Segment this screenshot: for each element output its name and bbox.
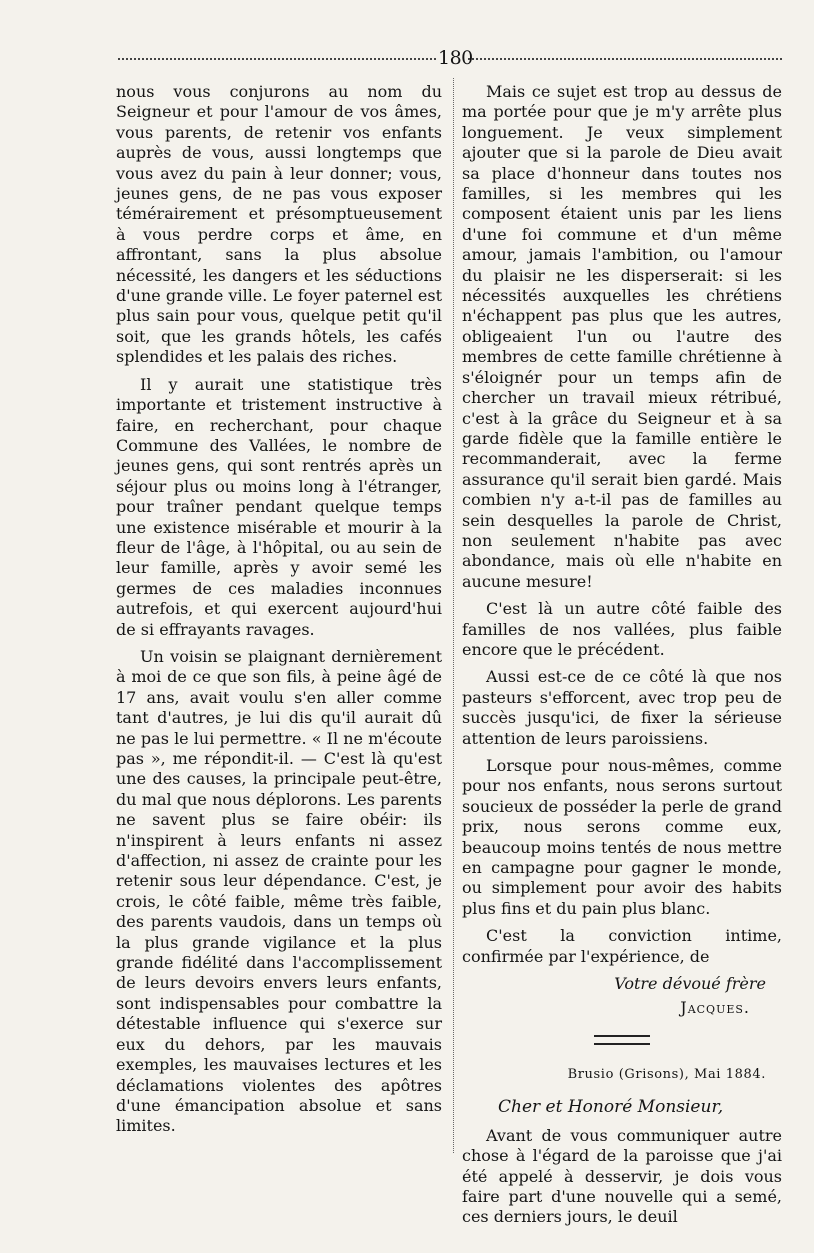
left-column [116,82,442,1144]
letter-signoff: Votre dévoué frère [614,974,766,994]
paragraph: nous vous conjurons au nom du Seigneur et pour l'amour de vos âmes, vous parents, de retenir vos enfants auprès de vous, aussi longtemps que vous avez du pain à leur donner; vous, jeunes gens, de ne pas vous exposer témérairement et présomptueusement à vous perdre corps et âme, en affrontant, sans la plus absolue nécessité, les dangers et les séductions d'une grande ville. Le foyer paternel est plus sain pour vous, quelque petit qu'il soit, que les grands hôtels, les cafés splendides et les palais des riches. [116,82,442,367]
paragraph: C'est la conviction intime, confirmée par l'expérience, de [462,926,782,966]
paragraph: Un voisin se plaignant dernièrement à moi de ce que son fils, à peine âgé de 17 ans, avait voulu s'en aller comme tant d'autres, je lui dis qu'il aurait dû ne pas le lui permettre. « Il ne m'écoute pas », me répondit-il. — C'est là qu'est une des causes, la principale peut-être, du mal que nous déplorons. Les parents ne savent plus se faire obéir: ils n'inspirent à leurs enfants ni assez d'affection, ni assez de crainte pour les retenir sous leur dépendance. C'est, je crois, le côté faible, même très faible, des parents vaudois, dans un temps où la plus grande vigilance et la plus grande fidélité dans l'accomplissement de leurs devoirs envers leurs enfants, sont indispensables pour combattre la détestable influence qui s'exerce sur eux du dehors, par les mauvais exemples, les mauvaises lectures et les déclamations violentes des apôtres d'une émancipation absolue et sans limites. [116,646,442,1136]
page-number: 180 [438,47,473,69]
paragraph: Mais ce sujet est trop au dessus de ma portée pour que je m'y arrête plus longuement. Je veux simplement ajouter que si la parole de Dieu avait sa place d'honneur dans toutes nos familles, si les membres qui les composent étaient unis par les liens d'une foi commune et d'un même amour, jamais l'ambition, ou l'amour du plaisir ne les disperserait: si les nécessités auxquelles les chrétiens n'échappent pas plus que les autres, obligeaient l'un ou l'autre des membres de cette famille chrétienne à s'éloignér pour un temps afin de chercher un travail mieux rétribué, c'est à la grâce du Seigneur et à sa garde fidèle que la famille entière le recommanderait, avec la ferme assurance qu'il serait bien gardé. Mais combien n'y a-t-il pas de familles au sein desquelles la parole de Christ, non seulement n'habite pas avec abondance, mais où elle n'habite en aucune mesure! [462,82,782,591]
paragraph: Avant de vous communiquer autre chose à l'égard de la paroisse que j'ai été appelé à desservir, je dois vous faire part d'une nouvelle qui a semé, ces derniers jours, le deuil [462,1125,782,1227]
paragraph: C'est là un autre côté faible des familles de nos vallées, plus faible encore que le précédent. [462,599,782,659]
paragraph: Lorsque pour nous-mêmes, comme pour nos enfants, nous serons surtout soucieux de posséder la perle de grand prix, nous serons comme eux, beaucoup moins tentés de nous mettre en campagne pour gagner le monde, ou simplement pour avoir des habits plus fins et du pain plus blanc. [462,756,782,918]
right-column [462,82,782,1235]
section-separator [594,1035,650,1045]
header-rule-right [468,58,782,60]
header-rule-left [118,58,436,60]
column-divider [453,78,454,1153]
letter-salutation: Cher et Honoré Monsieur, [498,1097,724,1118]
letter-dateline: Brusio (Grisons), Mai 1884. [567,1066,766,1082]
letter-signature: Jacques. [680,998,750,1018]
paragraph: Il y aurait une statistique très importante et tristement instructive à faire, en recherchant, pour chaque Commune des Vallées, le nombre de jeunes gens, qui sont rentrés après un séjour plus ou moins long à l'étranger, pour traîner pendant quelque temps une existence misérable et mourir à la fleur de l'âge, à l'hôpital, ou au sein de leur famille, après y avoir semé les germes de ces maladies inconnues autrefois, et qui exercent aujourd'hui de si effrayants ravages. [116,374,442,639]
running-header [118,46,782,72]
paragraph: Aussi est-ce de ce côté là que nos pasteurs s'efforcent, avec trop peu de succès jusqu'ici, de fixer la sérieuse attention de leurs paroissiens. [462,667,782,748]
